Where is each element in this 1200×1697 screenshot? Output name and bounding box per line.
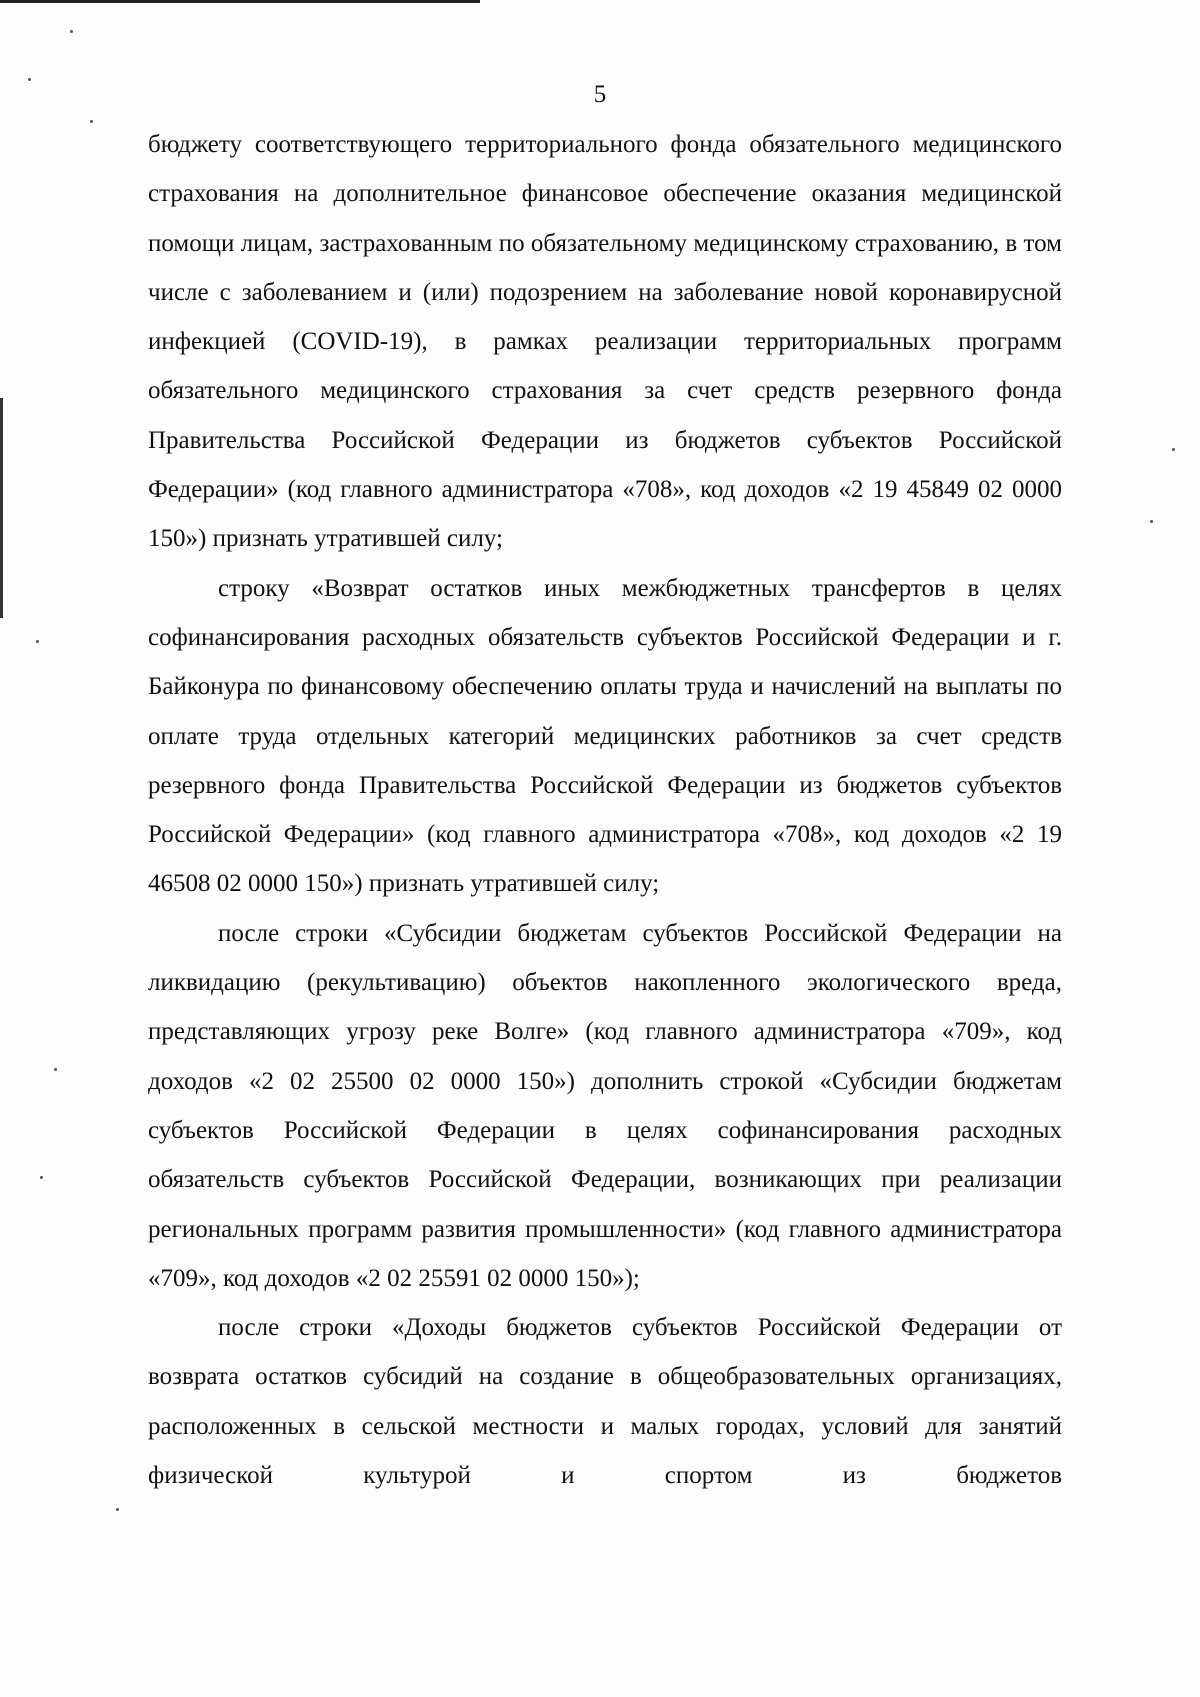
page-number: 5 (593, 81, 607, 108)
paragraph: после строки «Доходы бюджетов субъектов Российской Федерации от возврата остатков субсидий на создание в общеобразовательных организациях, расположенных в сельской местности и малых городах, условий для занятий физической культурой и спортом из бюджетов (148, 1314, 1062, 1490)
paragraph: после строки «Субсидии бюджетам субъектов Российской Федерации на ликвидацию (рекультивацию) объектов накопленного экологического вреда, представляющих угрозу реке Волге» (код главного администратора «709», код доходов «2 02 25500 02 0000 150») дополнить строкой «Субсидии бюджетам субъектов Российской Федерации в целях софинансирования расходных обязательств субъектов Российской Федерации, возникающих при реализации региональных программ развития промышленности» (код главного администратора «709», код доходов «2 02 25591 02 0000 150»); (148, 919, 1062, 1292)
scan-speck (36, 640, 39, 643)
scan-edge-bar (0, 398, 3, 618)
document-body (148, 120, 1062, 1500)
scan-speck (70, 30, 73, 33)
scan-speck (1150, 520, 1153, 523)
paragraph: строку «Возврат остатков иных межбюджетных трансфертов в целях софинансирования расходных обязательств субъектов Российской Федерации и г. Байконура по финансовому обеспечению оплаты труда и начислений на выплаты по оплате труда отдельных категорий медицинских работников за счет средств резервного фонда Правительства Российской Федерации из бюджетов субъектов Российской Федерации» (код главного администратора «708», код доходов «2 19 46508 02 0000 150») признать утратившей силу; (148, 574, 1062, 898)
scan-speck (40, 1176, 43, 1179)
scan-speck (90, 120, 93, 123)
scan-speck (1172, 448, 1175, 451)
paragraph-continuation: бюджету соответствующего территориального фонда обязательного медицинского страхования на дополнительное финансовое обеспечение оказания медицинской помощи лицам, застрахованным по обязательному медицинскому страхованию, в том числе с заболеванием и (или) подозрением на заболевание новой коронавирусной инфекцией (COVID-19), в рамках реализации территориальных программ обязательного медицинского страхования за счет средств резервного фонда Правительства Российской Федерации из бюджетов субъектов Российской Федерации» (код главного администратора «708», код доходов «2 19 45849 02 0000 150») признать утратившей силу; (148, 131, 1062, 553)
scan-edge-line (0, 0, 480, 3)
scan-speck (54, 1068, 57, 1071)
scan-speck (116, 1508, 119, 1511)
